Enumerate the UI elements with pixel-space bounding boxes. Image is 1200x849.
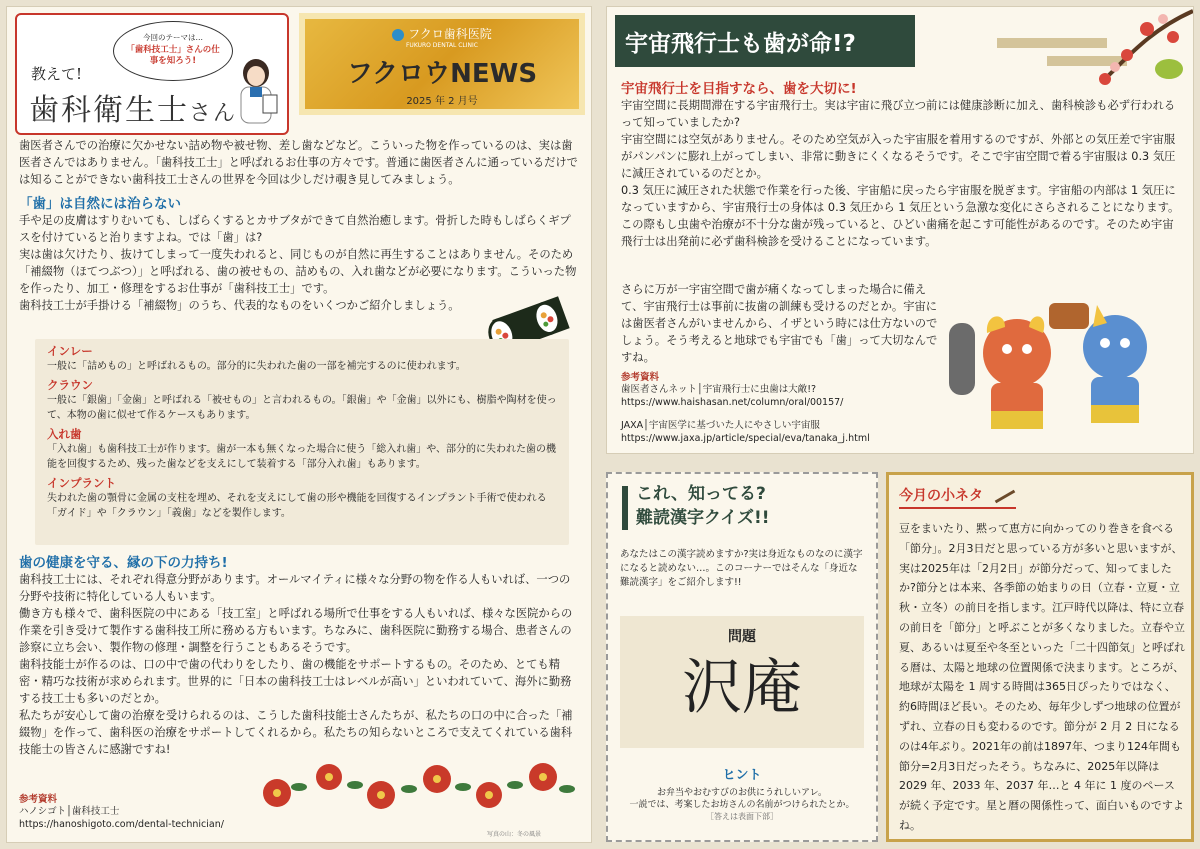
quiz-title-line1: これ、知ってる? — [636, 484, 766, 504]
trivia-title — [899, 485, 1016, 509]
space-body — [621, 77, 1181, 250]
paragraph-1: 手や足の皮膚はすりむいても、しばらくするとカサブタができて自然治癒します。骨折した時もしばらくギプスを付けていると治りますよね。では「歯」は? — [19, 214, 571, 244]
question-label: 問題 — [728, 629, 756, 645]
teach-label: 教えて! — [31, 65, 83, 83]
clinic-sub: FUKURO DENTAL CLINIC — [405, 42, 478, 49]
space-article — [606, 6, 1194, 454]
trivia-body: 豆をまいたり、黙って恵方に向かってのり巻きを食べる「節分」。2月3日だと思っている方が多いと思いますが、実は2025年は「2月2日」が節分だって、知ってましたか?節分とは本来、各季節の始まりの日（立春・立夏・立秋・立冬）の前日を指します。江戸時代以降は、特に立春の前日を「節分」と呼ぶことが多くなりました。立春や立夏、あるいは夏至や冬至といった「二十四節気」と呼ばれる暦は、太陽と地球の位置関係で決まります。ところが、地球が太陽を 1 周する時間は365日ぴったりではなく、約6時間ほど長い。そのため、毎年少しずつ地球の位置がずれ、立春の日も変わるのです。節分が 2 月 2 日になるのは4年ぶり。2021年の前は1897年、つまり124年間も節分=2月3日だったそう。ちなみに、2025年以降は 2029 年、2033 年、2037 年…と 4 年に 1 度のペースが続く予定です。星と暦の関係性って、面白いものですよね。 — [899, 522, 1185, 832]
space-reference — [621, 369, 941, 445]
quiz-title — [636, 482, 770, 530]
box-item-title: 入れ歯 — [47, 427, 82, 441]
prosthesis-box — [35, 339, 569, 545]
left-body — [19, 137, 581, 314]
clinic-name — [305, 25, 579, 42]
corner-title-main: 歯科衛生士 — [29, 93, 189, 128]
monthly-trivia — [886, 472, 1194, 842]
paragraph-6: 歯科技能士が作るのは、口の中で歯の代わりをしたり、歯の機能をサポートするもの。そのため、とても精密・精巧な技術が求められます。世界的に「日本の歯科技工士はレベルが高い」といわれていて、海外に勤務する技工士も多いのだとか。 — [19, 658, 572, 705]
quiz-title-line2: 難読漢字クイズ!! — [636, 508, 770, 528]
space-paragraph-1: 宇宙空間に長期間滞在する宇宙飛行士。実は宇宙に飛び立つ前には健康診断に加え、歯科検診も必ず行われるって知っていましたか? — [621, 99, 1176, 129]
corner-title — [29, 85, 237, 129]
space-body-last — [621, 281, 939, 366]
photo-note: 写真の山：冬の風景 — [487, 831, 542, 838]
box-item-title: インレー — [47, 344, 93, 358]
hint-line-2: 一説では、考案したお坊さんの名前がつけられたとか。 — [629, 800, 855, 810]
box-item-desc: 一般に「詰めもの」と呼ばれるもの。部分的に失われた歯の一部を補完するのに使われます。 — [47, 361, 466, 372]
intro-paragraph: 歯医者さんでの治療に欠かせない詰め物や被せ物、差し歯などなど。こういった物を作っているのは、実は歯医者さんではありません。「歯科技工士」と呼ばれるお仕事の方々です。普通に歯医者さんに通っているだけでは知ることができない歯科技工士さんの世界を今回は少しだけ覗き見してみましょう。 — [19, 139, 578, 186]
reference-label: 参考資料 — [19, 794, 58, 805]
section-heading-1: 「歯」は自然には治らない — [19, 196, 181, 212]
box-item-desc: 「入れ歯」も歯科技工士が作ります。歯が一本も無くなった場合に使う「総入れ歯」や、部分的に失われた歯の機能を回復するため、残った歯などを支えにして装着する「部分入れ歯」もあります。 — [47, 444, 556, 470]
left-body-2 — [19, 551, 581, 758]
kanji-quiz — [606, 472, 878, 842]
news-logo — [299, 13, 585, 115]
space-paragraph-3: 0.3 気圧に減圧された状態で作業を行った後、宇宙船に戻ったら宇宙服を脱ぎます。宇宙船の内部は 1 気圧になっていますから、宇宙飛行士の身体は 0.3 気圧から 1 気圧という急激な変化にさらされることになります。 — [621, 184, 1180, 214]
paragraph-3: 歯科技工士が手掛ける「補綴物」のうち、代表的なものをいくつかご紹介しましょう。 — [19, 299, 460, 312]
box-item-desc: 失われた歯の顎骨に金属の支柱を埋め、それを支えにして歯の形や機能を回復するインプラント手術で使われる「ガイド」や「クラウン」「義歯」などを製作します。 — [47, 493, 547, 519]
box-item-desc: 一般に「銀歯」「金歯」と呼ばれる「被せもの」と言われるもの。「銀歯」や「金歯」以外にも、樹脂や陶材を使って、本物の歯に似せて作るケースもあります。 — [47, 395, 557, 421]
theme-label: 今回のテーマは… — [143, 33, 203, 42]
reference-url: https://www.jaxa.jp/article/special/eva/tanaka_j.html — [621, 433, 870, 444]
theme-title: 「歯科技工士」さんの仕事を知ろう! — [126, 45, 220, 66]
space-paragraph-4: この際もし虫歯や治療が不十分な歯が残っていると、ひどい歯痛を起こす可能性があるのです。そのため宇宙飛行士は出発前に必ず歯科検診を受けることになっています。 — [621, 218, 1174, 248]
space-paragraph-5: さらに万が一宇宙空間で歯が痛くなってしまった場合に備えて、宇宙飛行士は事前に抜歯の訓練も受けるのだとか。宇宙には歯医者さんがいませんから、イザという時には仕方ないのでしょう。そう考えると地球でも宇宙でも「歯」って大切なんですね。 — [621, 283, 938, 364]
hint-line-1: お弁当やおむすびのお供にうれしいアレ。 — [657, 788, 827, 798]
reference-name: ハノシゴト│歯科技工士 — [19, 806, 120, 817]
space-title-band — [615, 15, 915, 67]
box-item-title: クラウン — [47, 378, 93, 392]
reference-label: 参考資料 — [621, 372, 660, 383]
oni-illustration — [945, 293, 1191, 451]
quiz-title-bar — [622, 486, 628, 530]
brush-icon — [995, 489, 1016, 503]
paragraph-2: 実は歯は欠けたり、抜けてしまって一度失われると、同じものが自然に再生することはありません。そのため「補綴物（ほてつぶつ）」と呼ばれる、歯の被せもの、詰めもの、入れ歯などが必要になります。こういった物を作ったり、加工・修理をするお仕事が「歯科技工士」です。 — [19, 248, 577, 295]
paragraph-4: 歯科技工士には、それぞれ得意分野があります。オールマイティに様々な分野の物を作る人もいれば、一つの分野や技術に特化している人もいます。 — [19, 573, 571, 603]
reference-url: https://hanoshigoto.com/dental-technician/ — [19, 819, 224, 830]
reference-name: JAXA│宇宙医学に基づいた人にやさしい宇宙服 — [621, 420, 820, 431]
question-card — [620, 616, 864, 748]
reference-name: 歯医者さんネット│宇宙飛行士に虫歯は大敵!? — [621, 384, 817, 395]
clinic-name-text: フクロ歯科医院 — [408, 27, 492, 41]
paragraph-7: 私たちが安心して歯の治療を受けられるのは、こうした歯科技能士さんたちが、私たちの口の中に合った「補綴物」を作って、歯科医の治療をサポートしてくれるから。私たちの知らないところで支えてくれている歯科技能士の皆さんに感謝ですね! — [19, 709, 573, 756]
section-heading-2: 歯の健康を守る、縁の下の力持ち! — [19, 555, 228, 571]
box-item-crown — [47, 377, 557, 423]
owl-icon — [392, 29, 404, 41]
corner-title-suffix: さん — [189, 101, 238, 126]
hygienist-illustration — [229, 55, 283, 127]
space-title: 宇宙飛行士も歯が命!? — [625, 31, 856, 57]
question-kanji: 沢庵 — [682, 653, 802, 723]
theme-bubble — [113, 21, 233, 81]
hint-label: ヒント — [722, 768, 762, 783]
paragraph-5: 働き方も様々で、歯科医院の中にある「技工室」と呼ばれる場所で仕事をする人もいれば、様々な医院からの作業を引き受けて製作する歯科技工所に務める方もいます。ちなみに、歯科医院に勤務する場合、患者さんの診察に立ち会い、製作物の修理・調整を行うこともあるそうです。 — [19, 607, 573, 654]
box-item-inlay — [47, 343, 557, 374]
quiz-intro: あなたはこの漢字読めますか?実は身近なものなのに漢字になると読めない…。このコーナーではそんな「身近な難読漢字」をご紹介します!! — [620, 549, 863, 588]
trivia-title-text: 今月の小ネタ — [899, 488, 983, 504]
news-title: フクロウNEWS — [346, 59, 538, 89]
box-item-implant — [47, 475, 557, 521]
hint-section — [620, 764, 864, 822]
left-column — [6, 6, 592, 843]
reference-url: https://www.haishasan.net/column/oral/00157/ — [621, 397, 844, 408]
issue-date: 2025 年 2 月号 — [406, 96, 478, 107]
camellia-decoration — [257, 749, 587, 819]
answer-note: ［答えは表面下部］ — [706, 812, 778, 821]
space-subtitle: 宇宙飛行士を目指すなら、歯を大切に! — [621, 81, 857, 97]
box-item-title: インプラント — [47, 476, 116, 490]
corner-header — [15, 13, 289, 135]
space-paragraph-2: 宇宙空間には空気がありません。そのため空気が入った宇宙服を着用するのですが、外部との気圧差で宇宙服がパンパンに膨れ上がってしまい、非常に動きにくくなるそうです。そこで宇宙空間で着る宇宙服は 0.3 気圧に減圧されているのだとか。 — [621, 133, 1176, 180]
box-item-denture — [47, 426, 557, 472]
